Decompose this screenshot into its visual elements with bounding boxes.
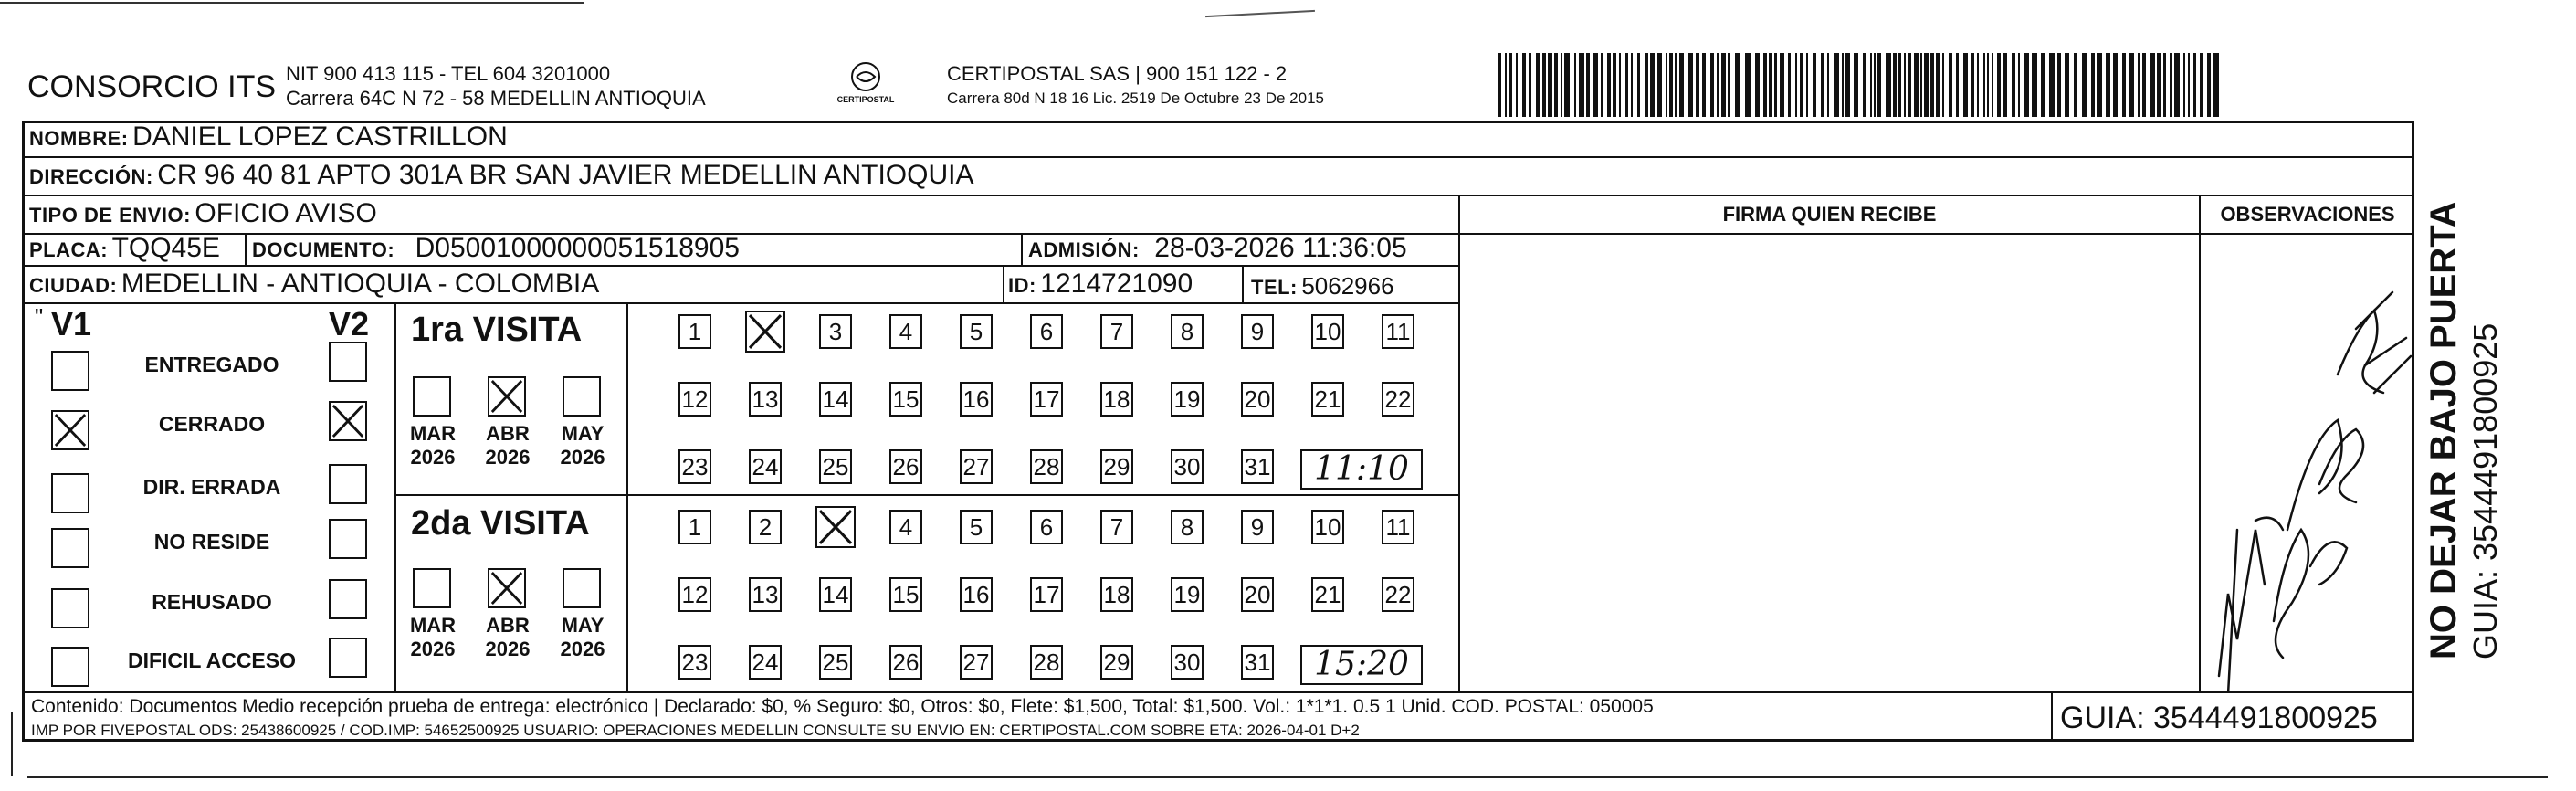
first-month-checkbox-abr[interactable] [488,376,526,417]
ciudad-value: MEDELLIN - ANTIOQUIA - COLOMBIA [121,269,600,299]
admision-value: 28-03-2026 11:36:05 [1154,233,1407,263]
second-day-box-30[interactable]: 30 [1171,645,1204,680]
second-month-checkbox-mar[interactable] [413,568,451,608]
logo-text: CERTIPOSTAL [836,95,895,104]
scan-bottom-edge [27,776,2548,778]
side-no-dejar: NO DEJAR BAJO PUERTA [2424,201,2464,659]
second-day-box-13[interactable]: 13 [749,577,782,612]
first-visit-title: 1ra VISITA [411,311,583,349]
company-address: Carrera 64C N 72 - 58 MEDELLIN ANTIOQUIA [286,87,706,110]
first-day-box-6[interactable]: 6 [1030,314,1063,349]
first-day-box-1[interactable]: 1 [678,314,711,349]
second-day-box-20[interactable]: 20 [1241,577,1274,612]
ciudad-field [29,269,599,300]
first-day-box-20[interactable]: 20 [1241,382,1274,417]
carrier-license: Carrera 80d N 18 16 Lic. 2519 De Octubre 23 De 2015 [947,90,1324,107]
status-label-2: DIR. ERRADA [142,475,281,499]
second-day-box-18[interactable]: 18 [1100,577,1133,612]
second-month-label-may: MAY 2026 [560,614,605,660]
v2-checkbox-0[interactable] [329,342,367,382]
first-day-box-17[interactable]: 17 [1030,382,1063,417]
second-day-box-12[interactable]: 12 [678,577,711,612]
first-month-label-abr: ABR 2026 [485,422,531,469]
second-day-box-21[interactable]: 21 [1311,577,1344,612]
second-day-box-4[interactable]: 4 [889,510,922,544]
first-day-box-13[interactable]: 13 [749,382,782,417]
direccion-label: DIRECCIÓN: [29,165,153,188]
v1-checkbox-1[interactable] [51,410,89,450]
second-day-box-29[interactable]: 29 [1100,645,1133,680]
first-visit-time[interactable]: 11:10 [1300,449,1423,490]
recipient-signature [2201,256,2414,691]
second-day-box-6[interactable]: 6 [1030,510,1063,544]
second-day-box-22[interactable]: 22 [1382,577,1414,612]
scan-tick: " [35,303,44,331]
second-day-box-5[interactable]: 5 [960,510,993,544]
id-field [1008,269,1193,300]
tel-field [1251,272,1394,301]
second-day-box-25[interactable]: 25 [819,645,852,680]
first-day-box-2[interactable] [745,311,785,353]
second-day-box-10[interactable]: 10 [1311,510,1344,544]
v2-checkbox-5[interactable] [329,638,367,678]
nombre-row [29,121,508,153]
first-day-box-5[interactable]: 5 [960,314,993,349]
scan-line-top-left [0,2,584,4]
first-day-box-16[interactable]: 16 [960,382,993,417]
admision-field [1028,233,1407,264]
firma-header: FIRMA QUIEN RECIBE [1722,203,1937,226]
second-month-label-abr: ABR 2026 [485,614,531,660]
second-day-box-8[interactable]: 8 [1171,510,1204,544]
first-day-box-27[interactable]: 27 [960,449,993,484]
first-month-label-may: MAY 2026 [560,422,605,469]
status-label-4: REHUSADO [152,590,272,614]
second-day-box-1[interactable]: 1 [678,510,711,544]
status-label-5: DIFICIL ACCESO [127,649,296,672]
first-day-box-7[interactable]: 7 [1100,314,1133,349]
company-nit-tel: NIT 900 413 115 - TEL 604 3201000 [286,62,611,85]
second-day-box-17[interactable]: 17 [1030,577,1063,612]
second-day-box-27[interactable]: 27 [960,645,993,680]
observaciones-header: OBSERVACIONES [2220,203,2395,226]
second-day-box-23[interactable]: 23 [678,645,711,680]
company-name: CONSORCIO ITS [27,69,277,104]
status-label-1: CERRADO [158,412,266,436]
second-month-checkbox-may[interactable] [563,568,601,608]
v1-checkbox-3[interactable] [51,528,89,568]
second-day-box-19[interactable]: 19 [1171,577,1204,612]
second-visit-title: 2da VISITA [411,504,590,543]
second-day-box-14[interactable]: 14 [819,577,852,612]
second-day-box-9[interactable]: 9 [1241,510,1274,544]
footer-guia: GUIA: 3544491800925 [2060,701,2378,735]
placa-field [29,233,220,264]
v2-checkbox-4[interactable] [329,579,367,619]
direccion-row [29,160,973,191]
first-day-box-14[interactable]: 14 [819,382,852,417]
first-day-box-21[interactable]: 21 [1311,382,1344,417]
v1-header: V1 [51,305,92,343]
v1-checkbox-0[interactable] [51,351,89,391]
nombre-value: DANIEL LOPEZ CASTRILLON [132,121,508,152]
first-day-box-26[interactable]: 26 [889,449,922,484]
second-day-box-11[interactable]: 11 [1382,510,1414,544]
first-day-box-4[interactable]: 4 [889,314,922,349]
first-day-box-8[interactable]: 8 [1171,314,1204,349]
first-day-box-18[interactable]: 18 [1100,382,1133,417]
status-label-3: NO RESIDE [153,530,270,554]
first-day-box-10[interactable]: 10 [1311,314,1344,349]
second-visit-time[interactable]: 15:20 [1300,645,1423,685]
side-guia: GUIA: 3544491800925 [2466,322,2504,659]
v1-checkbox-5[interactable] [51,647,89,687]
first-day-box-29[interactable]: 29 [1100,449,1133,484]
carrier-name: CERTIPOSTAL SAS | 900 151 122 - 2 [947,62,1288,85]
tel-label: TEL: [1251,276,1298,299]
v2-checkbox-3[interactable] [329,519,367,559]
second-day-box-7[interactable]: 7 [1100,510,1133,544]
v1-checkbox-2[interactable] [51,473,89,513]
v2-checkbox-1[interactable] [329,401,367,441]
second-day-box-2[interactable]: 2 [749,510,782,544]
first-day-box-28[interactable]: 28 [1030,449,1063,484]
second-day-box-16[interactable]: 16 [960,577,993,612]
second-month-checkbox-abr[interactable] [488,568,526,608]
first-day-box-25[interactable]: 25 [819,449,852,484]
second-day-box-28[interactable]: 28 [1030,645,1063,680]
first-day-box-31[interactable]: 31 [1241,449,1274,484]
documento-value: D05001000000051518905 [415,233,740,263]
id-label: ID: [1008,274,1036,297]
admision-label: ADMISIÓN: [1028,238,1140,261]
v2-header: V2 [329,305,370,343]
tipo-envio-row [29,198,377,229]
first-day-box-30[interactable]: 30 [1171,449,1204,484]
placa-value: TQQ45E [111,233,220,263]
second-day-box-31[interactable]: 31 [1241,645,1274,680]
first-day-box-11[interactable]: 11 [1382,314,1414,349]
footer-imp: IMP POR FIVEPOSTAL ODS: 25438600925 / COD.IMP: 54652500925 USUARIO: OPERACIONES MEDELLIN CONSULTE SU ENVIO EN: CERTIPOSTAL.COM SOBRE ETA: 2026-04-01 D+2 [31,722,1360,739]
first-day-box-24[interactable]: 24 [749,449,782,484]
second-day-box-24[interactable]: 24 [749,645,782,680]
first-day-box-19[interactable]: 19 [1171,382,1204,417]
tipo-envio-label: TIPO DE ENVIO: [29,204,191,227]
first-day-box-15[interactable]: 15 [889,382,922,417]
ciudad-label: CIUDAD: [29,274,118,297]
first-day-box-12[interactable]: 12 [678,382,711,417]
status-label-0: ENTREGADO [144,353,279,376]
direccion-value: CR 96 40 81 APTO 301A BR SAN JAVIER MEDELLIN ANTIOQUIA [157,160,974,190]
first-month-label-mar: MAR 2026 [409,422,457,469]
first-day-box-3[interactable]: 3 [819,314,852,349]
second-day-box-26[interactable]: 26 [889,645,922,680]
first-day-box-22[interactable]: 22 [1382,382,1414,417]
first-day-box-23[interactable]: 23 [678,449,711,484]
v1-checkbox-4[interactable] [51,588,89,628]
second-day-box-3[interactable] [815,506,856,548]
tipo-envio-value: OFICIO AVISO [195,198,377,228]
placa-label: PLACA: [29,238,109,261]
v2-checkbox-2[interactable] [329,464,367,504]
first-month-checkbox-may[interactable] [563,376,601,417]
documento-label: DOCUMENTO: [252,238,395,261]
scan-left-edge [11,712,13,776]
id-value: 1214721090 [1040,269,1193,299]
certipostal-logo [829,58,902,113]
scan-mark [1205,10,1315,17]
second-month-label-mar: MAR 2026 [409,614,457,660]
first-day-box-9[interactable]: 9 [1241,314,1274,349]
second-day-box-15[interactable]: 15 [889,577,922,612]
barcode [1498,53,2224,117]
nombre-label: NOMBRE: [29,127,129,150]
footer-contenido: Contenido: Documentos Medio recepción prueba de entrega: electrónico | Declarado: $0, % Seguro: $0, Otros: $0, Flete: $1,500, Total: $1,500. Vol.: 1*1*1. 0.5 1 Unid. COD. POSTAL: 050005 [31,696,1654,717]
side-notice [2421,148,2558,659]
tel-value: 5062966 [1301,272,1394,300]
first-month-checkbox-mar[interactable] [413,376,451,417]
documento-field [252,233,740,264]
